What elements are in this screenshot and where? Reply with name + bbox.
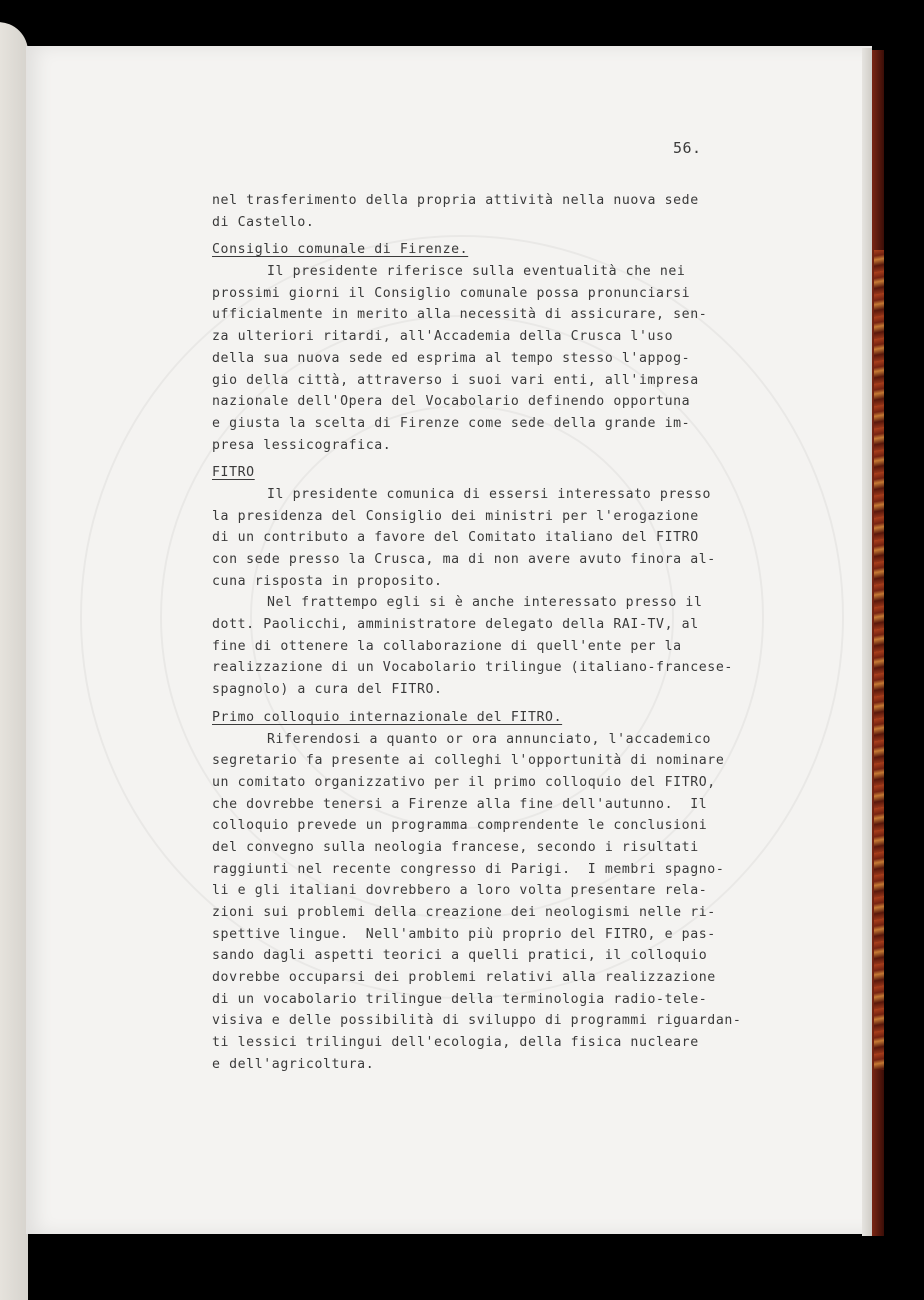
text-line: di Castello. [212, 214, 315, 230]
marbled-edge [874, 250, 884, 1070]
text-line: Riferendosi a quanto or ora annunciato, l'accademico [267, 731, 712, 747]
text-line: presa lessicografica. [212, 437, 392, 453]
text-line: della sua nuova sede ed esprima al tempo stesso l'appog- [212, 350, 691, 366]
section-heading: Primo colloquio internazionale del FITRO. [212, 709, 563, 725]
text-line: dovrebbe occuparsi dei problemi relativi alla realizzazione [212, 970, 716, 986]
text-line: fine di ottenere la collaborazione di quell'ente per la [212, 638, 682, 654]
text-line: spagnolo) a cura del FITRO. [212, 682, 443, 698]
text-line: li e gli italiani dovrebbero a loro volta presentare rela- [212, 883, 708, 899]
text-line: realizzazione di un Vocabolario trilingue (italiano-francese- [212, 660, 733, 676]
section-consiglio-comunale [212, 239, 772, 456]
intro-paragraph [212, 190, 772, 233]
text-line: spettive lingue. Nell'ambito più proprio del FITRO, e pas- [212, 926, 716, 942]
text-line: visiva e delle possibilità di sviluppo di programmi riguardan- [212, 1013, 742, 1029]
paragraph [212, 261, 772, 456]
text-line: Il presidente riferisce sulla eventualità che nei [267, 264, 686, 280]
document-body [212, 190, 772, 1076]
text-line: Il presidente comunica di essersi interessato presso [267, 486, 712, 502]
paragraph [212, 592, 772, 700]
paragraph [212, 729, 772, 1076]
text-line: un comitato organizzativo per il primo colloquio del FITRO, [212, 774, 716, 790]
page-stack-edge [862, 48, 872, 1236]
text-line: del convegno sulla neologia francese, secondo i risultati [212, 839, 699, 855]
text-line: segretario fa presente ai colleghi l'opportunità di nominare [212, 753, 725, 769]
text-line: nel trasferimento della propria attività nella nuova sede [212, 193, 699, 208]
paragraph [212, 484, 772, 592]
text-line: raggiunti nel recente congresso di Parigi. I membri spagno- [212, 861, 725, 877]
text-line: di un vocabolario trilingue della terminologia radio-tele- [212, 991, 708, 1007]
text-line: ti lessici trilingui dell'ecologia, della fisica nucleare [212, 1035, 699, 1051]
text-line: prossimi giorni il Consiglio comunale possa pronunciarsi [212, 285, 691, 301]
text-line: za ulteriori ritardi, all'Accademia della Crusca l'uso [212, 329, 674, 345]
text-line: gio della città, attraverso i suoi vari enti, all'impresa [212, 372, 699, 388]
text-line: e giusta la scelta di Firenze come sede della grande im- [212, 415, 691, 431]
section-fitro [212, 462, 772, 701]
previous-page-edge [0, 22, 28, 1300]
text-line: zioni sui problemi della creazione dei neologismi nelle ri- [212, 905, 716, 920]
text-line: nazionale dell'Opera del Vocabolario definendo opportuna [212, 394, 691, 410]
text-line: dott. Paolicchi, amministratore delegato della RAI-TV, al [212, 617, 699, 633]
text-line: la presidenza del Consiglio dei ministri per l'erogazione [212, 508, 699, 524]
section-heading: FITRO [212, 465, 255, 481]
text-line: di un contributo a favore del Comitato italiano del FITRO [212, 530, 699, 546]
text-line: che dovrebbe tenersi a Firenze alla fine dell'autunno. Il [212, 796, 708, 812]
page-number: 56. [673, 139, 702, 157]
section-primo-colloquio [212, 707, 772, 1076]
text-line: colloquio prevede un programma comprendente le conclusioni [212, 818, 708, 834]
text-line: sando dagli aspetti teorici a quelli pratici, il colloquio [212, 948, 708, 964]
text-line: con sede presso la Crusca, ma di non avere avuto finora al- [212, 552, 716, 567]
section-heading: Consiglio comunale di Firenze. [212, 242, 469, 258]
text-line: ufficialmente in merito alla necessità di assicurare, sen- [212, 307, 708, 323]
text-line: Nel frattempo egli si è anche interessato presso il [267, 595, 703, 611]
text-line: e dell'agricoltura. [212, 1056, 375, 1072]
text-line: cuna risposta in proposito. [212, 573, 443, 589]
